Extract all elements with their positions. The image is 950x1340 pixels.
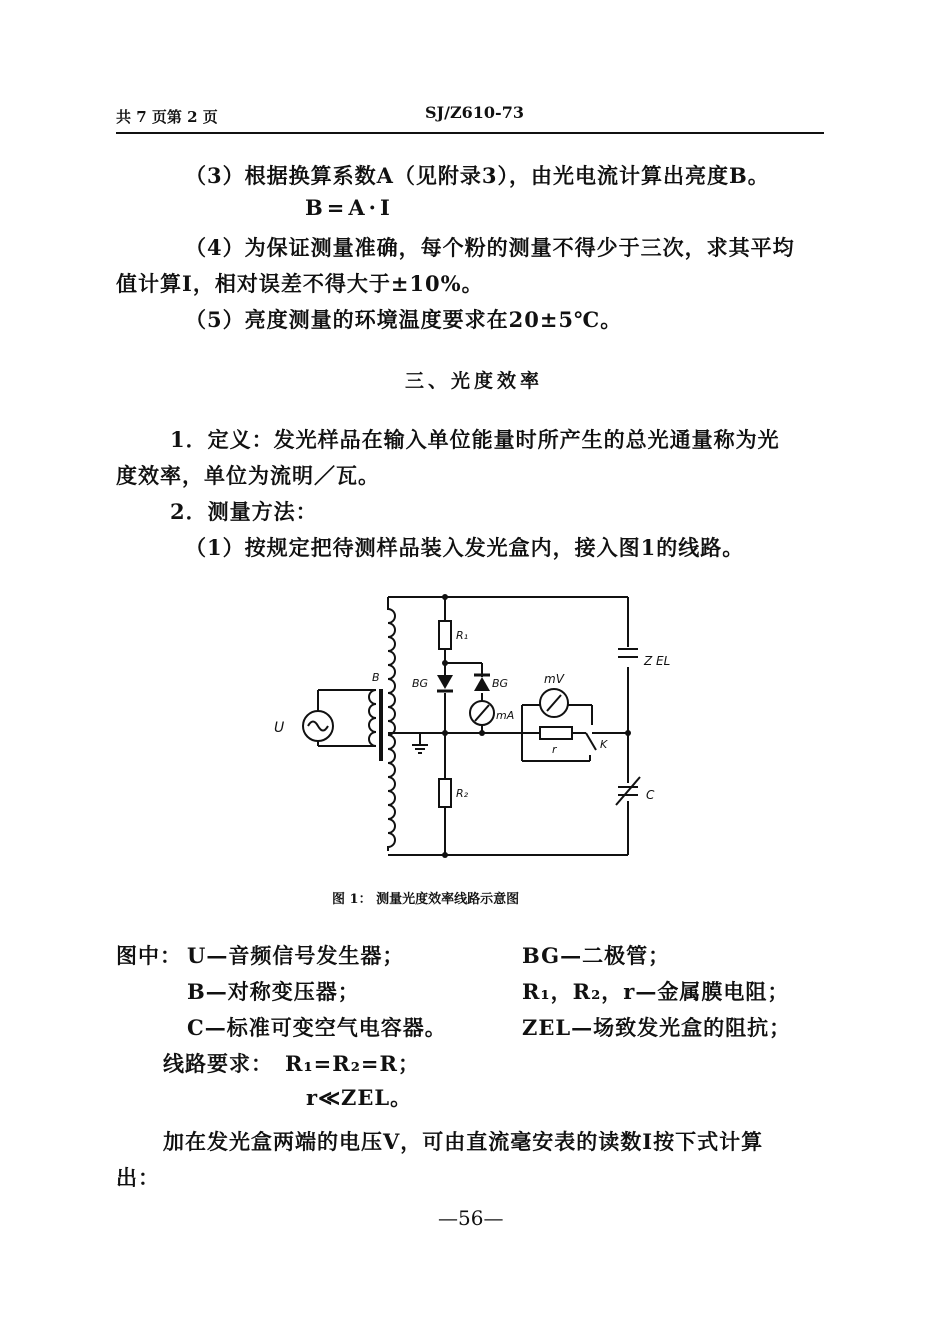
section-title: 三、光度效率 [405,370,544,392]
label-c: C [646,788,655,802]
label-bg-left: BG [412,677,429,690]
circuit-diagram [260,585,690,875]
method-heading: 2．测量方法： [170,499,318,524]
item-4-line1: （4）为保证测量准确，每个粉的测量不得少于三次，求其平均 [185,235,795,260]
definition-line1: 1．定义：发光样品在输入单位能量时所产生的总光通量称为光 [170,427,780,452]
transformer-core [379,689,383,761]
label-u: U [274,720,285,736]
formula: B=A·I [305,195,394,220]
page-info: 共 7 页第 2 页 [116,108,218,126]
label-k: K [600,738,608,751]
label-mv: mV [544,672,564,686]
label-bg-right: BG [492,677,509,690]
requirement-label: 线路要求： [163,1051,273,1076]
diode-left [437,675,453,689]
label-r2: R₂ [456,787,469,800]
item-4-line2: 值计算I，相对误差不得大于±10%。 [116,271,484,296]
legend-r: R₁，R₂，r—金属膜电阻； [522,979,790,1004]
method-step-1: （1）按规定把待测样品装入发光盒内，接入图1的线路。 [185,535,745,560]
header-rule [116,132,824,134]
legend-bg: BG—二极管； [522,943,671,968]
item-3: （3）根据换算系数A（见附录3），由光电流计算出亮度B。 [185,163,770,188]
legend-b: B—对称变压器； [187,979,360,1004]
label-zel: Z EL [644,654,671,668]
definition-line2: 度效率，单位为流明／瓦。 [116,463,380,488]
closing-line2: 出： [116,1165,160,1190]
document-code: SJ/Z610-73 [425,103,524,122]
label-ma: mA [496,709,515,722]
figure-caption: 图 1： 测量光度效率线路示意图 [332,892,520,907]
page-number: —56— [438,1206,504,1230]
legend-prefix: 图中： [116,943,182,968]
diode-right [474,677,490,691]
label-r1: R₁ [456,629,469,642]
closing-line1: 加在发光盒两端的电压V，可由直流毫安表的读数I按下式计算 [163,1129,764,1154]
requirement-1: R₁=R₂=R； [285,1051,420,1076]
requirement-2: r≪ZEL。 [306,1085,413,1110]
label-r: r [552,743,557,756]
legend-u: U—音频信号发生器； [187,943,405,968]
legend-c: C—标准可变空气电容器。 [187,1015,447,1040]
label-b: B [372,671,380,684]
legend-zel: ZEL—场致发光盒的阻抗； [522,1015,792,1040]
item-5: （5）亮度测量的环境温度要求在20±5℃。 [185,307,623,332]
